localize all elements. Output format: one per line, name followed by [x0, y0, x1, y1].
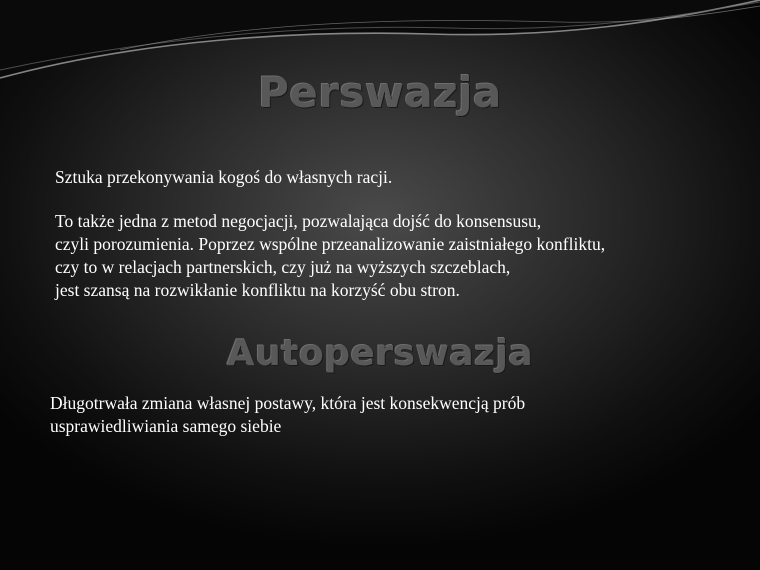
slide-title: Perswazja [258, 68, 502, 117]
negotiation-paragraph [55, 210, 605, 302]
definition-line: Długotrwała zmiana własnej postawy, która jest konsekwencją prób [50, 393, 526, 413]
intro-text: Sztuka przekonywania kogoś do własnych racji. [55, 167, 393, 187]
paragraph-line: czyli porozumienia. Poprzez wspólne przeanalizowanie zaistniałego konfliktu, [55, 234, 606, 254]
definition-text [50, 392, 525, 438]
paragraph-line: jest szansą na rozwikłanie konfliktu na korzyść obu stron. [55, 280, 460, 300]
paragraph-line: czy to w relacjach partnerskich, czy już na wyższych szczeblach, [55, 257, 511, 277]
paragraph-line: To także jedna z metod negocjacji, pozwalająca dojść do konsensusu, [55, 211, 542, 231]
section-subtitle: Autoperswazja [226, 333, 534, 374]
definition-line: usprawiedliwiania samego siebie [50, 416, 282, 436]
